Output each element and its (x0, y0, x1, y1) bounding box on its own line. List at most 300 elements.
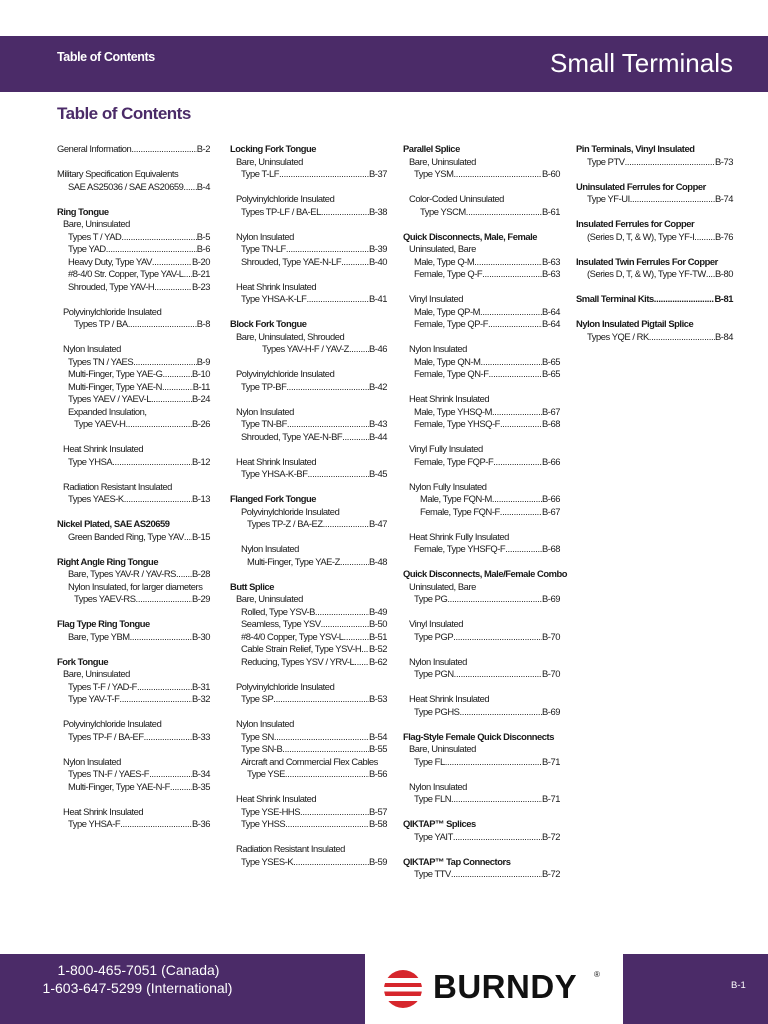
toc-entry (57, 681, 210, 694)
toc-page-ref: B-39 (368, 243, 387, 254)
dot-leader (124, 493, 192, 506)
dot-leader (152, 256, 192, 269)
dot-leader (706, 268, 715, 281)
toc-entry (576, 156, 733, 169)
toc-subheading: Military Specification Equivalents (57, 168, 179, 179)
toc-group (403, 443, 560, 468)
dot-leader (493, 456, 542, 469)
toc-page-ref: B-51 (368, 630, 387, 642)
toc-page-ref: B-38 (368, 205, 387, 217)
toc-page-ref: B-46 (368, 343, 387, 354)
toc-entry (57, 456, 210, 469)
toc-group (403, 693, 560, 718)
dot-leader (454, 668, 542, 681)
toc-group (230, 406, 387, 444)
dot-leader (489, 368, 542, 381)
toc-entry-label: Female, Type FQN-F (420, 505, 500, 517)
toc-entry-label: Shrouded, Type YAE-N-BF (241, 430, 343, 442)
toc-group (230, 231, 387, 269)
toc-entry (230, 556, 387, 569)
toc-entry-label: Male, Type QP-M (414, 305, 481, 317)
toc-page-ref: B-80 (714, 268, 733, 279)
toc-group (57, 481, 210, 506)
toc-group (230, 681, 387, 706)
toc-entry-label: Type SN (241, 730, 274, 742)
dot-leader (170, 781, 192, 794)
toc-entry-label: Types T-F / YAD-F (68, 680, 137, 692)
toc-subheading: Bare, Uninsulated (63, 218, 130, 229)
toc-entry-label: Shrouded, Type YAE-N-LF (241, 255, 342, 267)
toc-group (230, 368, 387, 393)
toc-entry (57, 818, 210, 831)
toc-entry (230, 206, 387, 219)
toc-entry-label: SAE AS25036 / SAE AS20659 (68, 180, 184, 192)
registered-mark: ® (594, 970, 600, 979)
toc-group (57, 443, 210, 468)
toc-entry-label: Type TP-BF (241, 380, 287, 392)
dot-leader (120, 818, 192, 831)
toc-entry (57, 731, 210, 744)
toc-entry (230, 806, 387, 819)
logo-wordmark: BURNDY (433, 968, 578, 1005)
toc-entry (576, 268, 733, 281)
toc-subheading: Heat Shrink Insulated (236, 280, 317, 292)
toc-page-ref: B-11 (192, 380, 210, 392)
toc-page-ref: B-35 (191, 780, 210, 792)
toc-entry-label: Type YAEV-H (74, 418, 126, 429)
toc-group (576, 268, 733, 281)
toc-subheading: Heat Shrink Insulated (63, 805, 144, 817)
toc-column-1 (57, 143, 210, 843)
toc-entry (403, 318, 560, 331)
toc-entry (576, 231, 733, 244)
toc-section-title: QIKTAP™ Tap Connectors (403, 855, 511, 867)
toc-page-ref: B-64 (541, 305, 560, 317)
dot-leader (500, 506, 542, 519)
toc-entry-label: Female, Type QN-F (414, 368, 489, 379)
toc-entry-label: Female, Type Q-F (414, 268, 483, 279)
toc-entry-label: Female, Type FQP-F (414, 455, 494, 467)
toc-group (403, 343, 560, 381)
toc-subheading: Heat Shrink Insulated (236, 455, 317, 467)
toc-page-ref: B-49 (368, 605, 387, 617)
toc-entry (230, 243, 387, 256)
toc-section-title: Flanged Fork Tongue (230, 493, 317, 504)
toc-entry (57, 243, 210, 256)
toc-page-ref: B-54 (368, 730, 387, 742)
toc-entry (230, 618, 387, 631)
toc-entry (57, 568, 210, 581)
toc-section (230, 493, 387, 568)
dot-leader (274, 731, 369, 744)
toc-entry-label: Types TP-F / BA-EF (68, 730, 144, 742)
toc-section (230, 143, 387, 306)
toc-subheading: Vinyl Fully Insulated (409, 443, 483, 454)
toc-section-title: QIKTAP™ Splices (403, 818, 476, 829)
toc-entry (57, 256, 210, 269)
toc-entry (403, 256, 560, 269)
toc-page-ref: B-71 (541, 793, 560, 804)
toc-page-ref: B-74 (714, 193, 733, 204)
dot-leader (349, 343, 369, 356)
toc-entry-label: Type T-LF (241, 168, 279, 179)
dot-leader (285, 818, 369, 831)
dot-leader (176, 568, 192, 581)
toc-entry-label: Type SP (241, 693, 274, 704)
toc-page-ref: B-5 (196, 230, 210, 242)
toc-group (230, 456, 387, 481)
toc-entry (57, 693, 210, 706)
toc-page-ref: B-70 (541, 668, 560, 679)
toc-page-ref: B-20 (191, 255, 210, 267)
toc-group (576, 331, 733, 344)
toc-section-title: Parallel Splice (403, 143, 460, 154)
toc-page-ref: B-50 (368, 618, 387, 629)
toc-page-ref: B-76 (714, 230, 733, 242)
toc-entry (403, 506, 560, 519)
dot-leader (481, 356, 542, 369)
toc-section-title: Flag Type Ring Tongue (57, 618, 150, 629)
toc-section (576, 293, 733, 306)
toc-entry (230, 468, 387, 481)
toc-page-ref: B-73 (714, 155, 733, 167)
dot-leader (649, 331, 715, 344)
toc-entry (57, 531, 210, 544)
toc-entry (576, 293, 733, 306)
toc-entry (403, 831, 560, 844)
toc-page-ref: B-69 (541, 593, 560, 604)
toc-entry (57, 181, 210, 194)
toc-subheading: Expanded Insulation, (68, 405, 147, 417)
toc-subheading: Nylon Insulated (236, 718, 294, 729)
toc-entry (403, 306, 560, 319)
toc-subheading: Bare, Uninsulated, Shrouded (236, 330, 345, 342)
toc-section (57, 143, 210, 193)
toc-group (230, 281, 387, 306)
toc-page-ref: B-34 (191, 768, 210, 779)
toc-section (57, 656, 210, 831)
toc-entry-label: Types YQE / RK (587, 330, 649, 342)
toc-entry-label: Female, Type YHSQ-F (414, 418, 500, 429)
toc-entry-label: Types TP-Z / BA-EZ (247, 518, 323, 529)
toc-subheading: Nylon Insulated (409, 780, 467, 792)
toc-entry-label: Multi-Finger, Type YAE-Z (247, 555, 340, 567)
dot-leader (162, 368, 192, 381)
dot-leader (447, 593, 542, 606)
toc-entry (403, 493, 560, 506)
toc-page-ref: B-12 (191, 455, 210, 467)
toc-entry (57, 318, 210, 331)
dot-leader (492, 406, 542, 419)
toc-page-ref: B-64 (541, 318, 560, 329)
toc-section-title: Quick Disconnects, Male/Female Combo (403, 568, 568, 579)
toc-entry-label: Type YHSA (68, 455, 113, 467)
toc-entry-label: Types T / YAD (68, 230, 122, 242)
dot-leader (492, 493, 542, 506)
toc-subheading: Heat Shrink Insulated (409, 393, 490, 404)
toc-entry-label: Type PGHS (414, 705, 460, 717)
toc-subheading: Nylon Insulated (236, 405, 294, 417)
toc-entry-label: Male, Type YHSQ-M (414, 405, 492, 417)
toc-entry-label: Type FL (414, 755, 445, 767)
toc-page-ref: B-67 (541, 505, 560, 517)
dot-leader (321, 206, 369, 219)
toc-subheading: Nylon Insulated (241, 543, 299, 554)
toc-entry (230, 643, 387, 656)
dot-leader (149, 768, 192, 781)
toc-section (403, 818, 560, 843)
dot-leader (307, 468, 369, 481)
toc-section-title: Butt Splice (230, 580, 275, 592)
toc-entry-label: Green Banded Ring, Type YAV (68, 530, 184, 542)
toc-page-ref: B-65 (541, 355, 560, 367)
dot-leader (354, 656, 369, 669)
toc-entry (57, 281, 210, 294)
toc-subheading: Vinyl Insulated (409, 293, 464, 304)
toc-page-ref: B-44 (368, 430, 387, 442)
toc-page-ref: B-28 (191, 568, 210, 579)
toc-entry-label: Types TN / YAES (68, 355, 134, 367)
toc-entry-label: Type TN-BF (241, 418, 287, 429)
toc-section (57, 206, 210, 506)
toc-group (57, 668, 210, 706)
toc-entry (230, 418, 387, 431)
toc-section-title: Nickel Plated, SAE AS20659 (57, 518, 170, 529)
toc-entry (230, 256, 387, 269)
toc-page-ref: B-37 (368, 168, 387, 179)
toc-entry-label: Bare, Types YAV-R / YAV-RS (68, 568, 176, 579)
toc-entry-label: Type PTV (587, 155, 625, 167)
toc-group (57, 143, 210, 156)
header-bar (0, 36, 768, 92)
toc-subheading: Polyvinylchloride Insulated (236, 193, 335, 204)
toc-page-ref: B-6 (196, 243, 210, 254)
toc-group (230, 543, 387, 568)
toc-entry (57, 781, 210, 794)
toc-group (576, 231, 733, 244)
dot-leader (130, 631, 192, 644)
toc-page-ref: B-70 (541, 630, 560, 642)
toc-page-ref: B-58 (368, 818, 387, 829)
toc-page-ref: B-21 (191, 268, 210, 279)
toc-subheading: Nylon Insulated (236, 230, 294, 242)
toc-entry-label: Types YAEV / YAEV-L (68, 393, 151, 404)
toc-entry-label: Type TN-LF (241, 243, 286, 254)
dot-leader (505, 543, 542, 556)
toc-group (576, 156, 733, 169)
toc-subheading: Bare, Uninsulated (236, 593, 303, 604)
toc-entry-label: Type YSCM (420, 205, 466, 217)
dot-leader (126, 418, 192, 431)
toc-group (403, 656, 560, 681)
toc-group (403, 581, 560, 606)
toc-group (403, 293, 560, 331)
toc-page-ref: B-2 (196, 143, 210, 154)
dot-leader (466, 206, 542, 219)
toc-page-ref: B-32 (191, 693, 210, 704)
dot-leader (654, 293, 715, 306)
toc-section (230, 318, 387, 481)
toc-page-ref: B-55 (368, 743, 387, 754)
toc-entry (57, 356, 210, 369)
dot-leader (342, 431, 369, 444)
toc-page-ref: B-72 (541, 830, 560, 842)
toc-section-title: Uninsulated Ferrules for Copper (576, 180, 706, 192)
toc-group (576, 293, 733, 306)
toc-page-ref: B-10 (191, 368, 210, 379)
toc-page-ref: B-66 (541, 493, 560, 504)
toc-group (230, 331, 387, 356)
toc-section (403, 143, 560, 218)
toc-page-ref: B-65 (541, 368, 560, 379)
toc-page-ref: B-71 (541, 755, 560, 767)
dot-leader (293, 856, 369, 869)
toc-page-ref: B-84 (714, 330, 733, 342)
dot-leader (480, 306, 542, 319)
toc-entry (403, 868, 560, 881)
dot-leader (131, 143, 196, 156)
toc-entry (576, 193, 733, 206)
toc-page-ref: B-53 (368, 693, 387, 704)
toc-column-3 (403, 143, 568, 893)
toc-subheading: Heat Shrink Insulated (236, 793, 317, 804)
toc-page-ref: B-42 (368, 380, 387, 392)
toc-group (230, 156, 387, 181)
toc-subheading: Nylon Insulated (409, 655, 467, 667)
toc-section-title: Nylon Insulated Pigtail Splice (576, 318, 694, 329)
toc-entry-label: Rolled, Type YSV-B (241, 605, 315, 617)
dot-leader (137, 681, 192, 694)
toc-subheading: Polyvinylchloride Insulated (236, 680, 335, 692)
dot-leader (112, 456, 192, 469)
toc-entry-label: Seamless, Type YSV (241, 618, 321, 629)
toc-entry-label: Male, Type Q-M (414, 255, 475, 267)
dot-leader (162, 381, 193, 394)
toc-page-ref: B-72 (541, 868, 560, 879)
toc-page-ref: B-31 (191, 680, 210, 692)
toc-entry (403, 543, 560, 556)
toc-entry (403, 206, 560, 219)
dot-leader (154, 281, 192, 294)
toc-group (576, 193, 733, 206)
toc-entry (230, 381, 387, 394)
dot-leader (279, 168, 369, 181)
toc-entry-label: Multi-Finger, Type YAE-N (68, 380, 162, 392)
toc-page-ref: B-67 (541, 405, 560, 417)
toc-entry (403, 631, 560, 644)
toc-entry-label: Type YAD (68, 243, 106, 254)
dot-leader (282, 743, 369, 756)
toc-entry (403, 268, 560, 281)
toc-section (403, 231, 560, 556)
toc-entry (57, 231, 210, 244)
toc-entry-label: Type YSE (247, 768, 285, 779)
toc-entry-label: Type SN-B (241, 743, 283, 754)
toc-group (403, 193, 560, 218)
toc-section (576, 181, 733, 206)
dot-leader (300, 806, 369, 819)
toc-entry-label: Female, Type YHSFQ-F (414, 543, 506, 554)
toc-subheading: Radiation Resistant Insulated (63, 480, 172, 492)
toc-entry (230, 656, 387, 669)
toc-subheading: Uninsulated, Bare (409, 243, 476, 254)
toc-entry-label: Type FLN (414, 793, 452, 804)
toc-entry (57, 768, 210, 781)
toc-group (403, 781, 560, 806)
toc-entry (57, 268, 210, 281)
toc-section (57, 518, 210, 543)
toc-group (230, 506, 387, 531)
toc-entry (57, 393, 210, 406)
toc-page-ref: B-56 (368, 768, 387, 779)
toc-page-ref: B-81 (714, 293, 733, 304)
toc-section-title: Right Angle Ring Tongue (57, 555, 159, 567)
toc-group (403, 531, 560, 556)
toc-group (57, 631, 210, 644)
toc-group (57, 718, 210, 743)
toc-subheading: Radiation Resistant Insulated (236, 843, 345, 854)
toc-entry (57, 368, 210, 381)
toc-entry-label: Type YSM (414, 168, 454, 179)
toc-group (230, 193, 387, 218)
dot-leader (694, 231, 715, 244)
toc-entry (57, 143, 210, 156)
toc-entry-label: Type YAIT (414, 830, 453, 842)
toc-section-title: Locking Fork Tongue (230, 143, 317, 154)
toc-subheading: Nylon Insulated (63, 343, 121, 354)
toc-entry-label: Type PGN (414, 668, 454, 679)
toc-entry-label: Male, Type FQN-M (420, 493, 492, 504)
dot-leader (273, 693, 369, 706)
toc-section (403, 731, 560, 806)
dot-leader (323, 518, 369, 531)
toc-page-ref: B-23 (191, 280, 210, 292)
toc-group (57, 531, 210, 544)
toc-section (576, 318, 733, 343)
toc-entry-label: Small Terminal Kits (576, 293, 654, 304)
toc-section-title: Quick Disconnects, Male, Female (403, 230, 538, 242)
toc-entry-label: Types TP-LF / BA-EL (241, 205, 321, 217)
dot-leader (482, 268, 542, 281)
toc-section (403, 856, 560, 881)
toc-page-ref: B-61 (541, 205, 560, 217)
toc-subheading: Nylon Insulated (409, 343, 467, 354)
toc-entry (230, 431, 387, 444)
toc-entry (403, 356, 560, 369)
toc-group (403, 156, 560, 181)
toc-entry (57, 418, 210, 431)
toc-entry-label: Type YHSA-K-LF (241, 293, 307, 304)
toc-column-4 (576, 143, 733, 356)
toc-entry-label: Types TN-F / YAES-F (68, 768, 150, 779)
dot-leader (451, 868, 542, 881)
header-title: Small Terminals (549, 48, 733, 78)
toc-entry (230, 818, 387, 831)
burndy-logo (365, 954, 623, 1024)
toc-subheading: Aircraft and Commercial Flex Cables (241, 755, 378, 767)
toc-subheading: Bare, Uninsulated (236, 155, 303, 167)
toc-entry (230, 731, 387, 744)
toc-page-ref: B-29 (191, 593, 210, 604)
toc-page-ref: B-52 (368, 643, 387, 654)
toc-section-title: Fork Tongue (57, 655, 109, 667)
toc-group (57, 306, 210, 331)
toc-subheading: Nylon Fully Insulated (409, 480, 487, 492)
toc-entry-label: Type PG (414, 593, 448, 604)
toc-group (403, 743, 560, 768)
toc-subheading: Heat Shrink Fully Insulated (409, 530, 509, 542)
toc-entry (403, 756, 560, 769)
